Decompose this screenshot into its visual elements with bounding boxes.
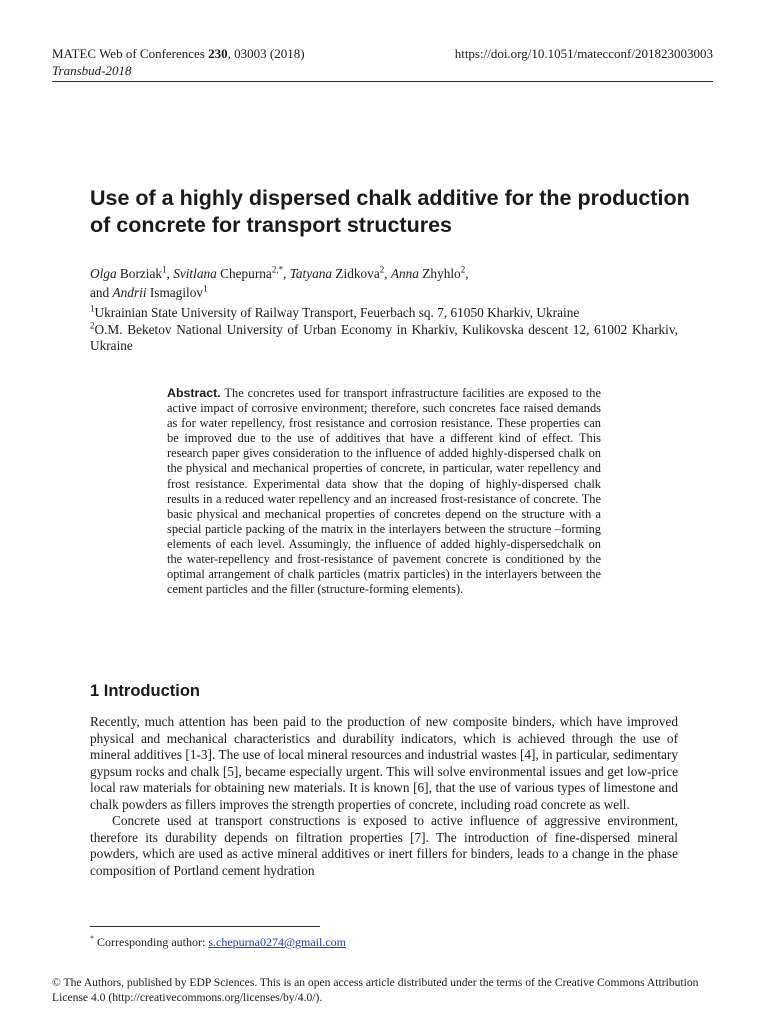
author-list: Olga Borziak$^1$, Svitlana Chepurna$^{2,*}$, Tatyana Zidkova$^2$, Anna Zhyhlo$^2$, and Andrii Ismagilov$^1$ — [90, 264, 469, 300]
section-heading: 1 Introduction — [90, 682, 200, 700]
author: Olga Borziak$^1$, — [90, 264, 174, 281]
footnote: * Corresponding author: s.chepurna0274@gmail.com — [90, 934, 347, 949]
paper-title: Use of a highly dispersed chalk additive for the production of concrete for transport structures — [90, 186, 690, 237]
abstract-label: Abstract. — [167, 386, 221, 400]
paragraph: Recently, much attention has been paid to the production of new composite binders, which have improved physical and mechanical characteristics and durability indicators, which is achieved through the use of mineral additives [1-3]. The use of local mineral resources and industrial wastes [4], in particular, sedimentary gypsum rocks and chalk [5], became especially urgent. This will solve environmental issues and get low-price local raw materials for obtaining new materials. It is known [6], that the use of various types of limestone and chalk powders as fillers improves the strength properties of concrete, including road concrete as well. — [90, 714, 678, 812]
abstract-text: The concretes used for transport infrastructure facilities are exposed to the active impact of corrosive environment; therefore, such concretes face raised demands as for water repellency, frost resistance and corrosion resistance. These properties can be improved due to the use of additives that have a different kind of effect. This research paper gives consideration to the influence of added highly-dispersed chalk on the physical and mechanical properties of concrete, in particular, water repellency and frost resistance. Experimental data show that the doping of highly-dispersed chalk results in a reduced water repellency and an increased frost-resistance of concrete. The basic physical and mechanical properties of concretes depend on the structure with a special particle packing of the matrix in the interlayers between the structure –forming elements of each level. Assumingly, the influence of added highly-dispersedchalk on the water-repellency and frost-resistance of pavement concrete is conditioned by the optimal arrangement of chalk particles (matrix particles) in the interlayers between the cement particles and the filler (structure-forming elements). — [167, 386, 601, 597]
section-body — [90, 714, 678, 879]
email-link[interactable]: s.chepurna0274@gmail.com — [208, 935, 347, 949]
journal-citation: MATEC Web of Conferences 230, 03003 (2018) — [52, 46, 305, 61]
author: Svitlana Chepurna$^{2,*}$, — [173, 264, 290, 281]
footnote-divider — [90, 926, 320, 927]
doi-link[interactable]: https://doi.org/10.1051/matecconf/201823003003 — [454, 46, 713, 61]
license-notice: © The Authors, published by EDP Sciences. This is an open access article distributed under the terms of the Creative Commons Attribution License 4.0 (http://creativecommons.org/licenses/by/4.0/). — [52, 976, 699, 1004]
conference-name: Transbud-2018 — [52, 63, 132, 78]
affiliations — [90, 305, 678, 355]
author: Anna Zhyhlo$^2$, — [390, 264, 469, 281]
author: Andrii Ismagilov$^1$ — [112, 283, 208, 300]
abstract — [167, 386, 601, 597]
paragraph: Concrete used at transport constructions is exposed to active influence of aggressive environment, therefore its durability depends on filtration properties [7]. The introduction of fine-dispersed mineral powders, which are used as active mineral additives or inert fillers for binders, leads to a change in the phase composition of Portland cement hydration — [90, 813, 678, 878]
affiliation: $^1$Ukrainian State University of Railway Transport, Feuerbach sq. 7, 61050 Kharkiv, Ukraine — [90, 303, 580, 320]
volume-number: 230 — [208, 46, 228, 61]
affiliation: $^2$O.M. Beketov National University of Urban Economy in Kharkiv, Kulikovska descent 12, 61002 Kharkiv, Ukraine — [90, 320, 678, 353]
author: Tatyana Zidkova$^2$, — [289, 264, 391, 281]
header-divider — [52, 81, 713, 82]
